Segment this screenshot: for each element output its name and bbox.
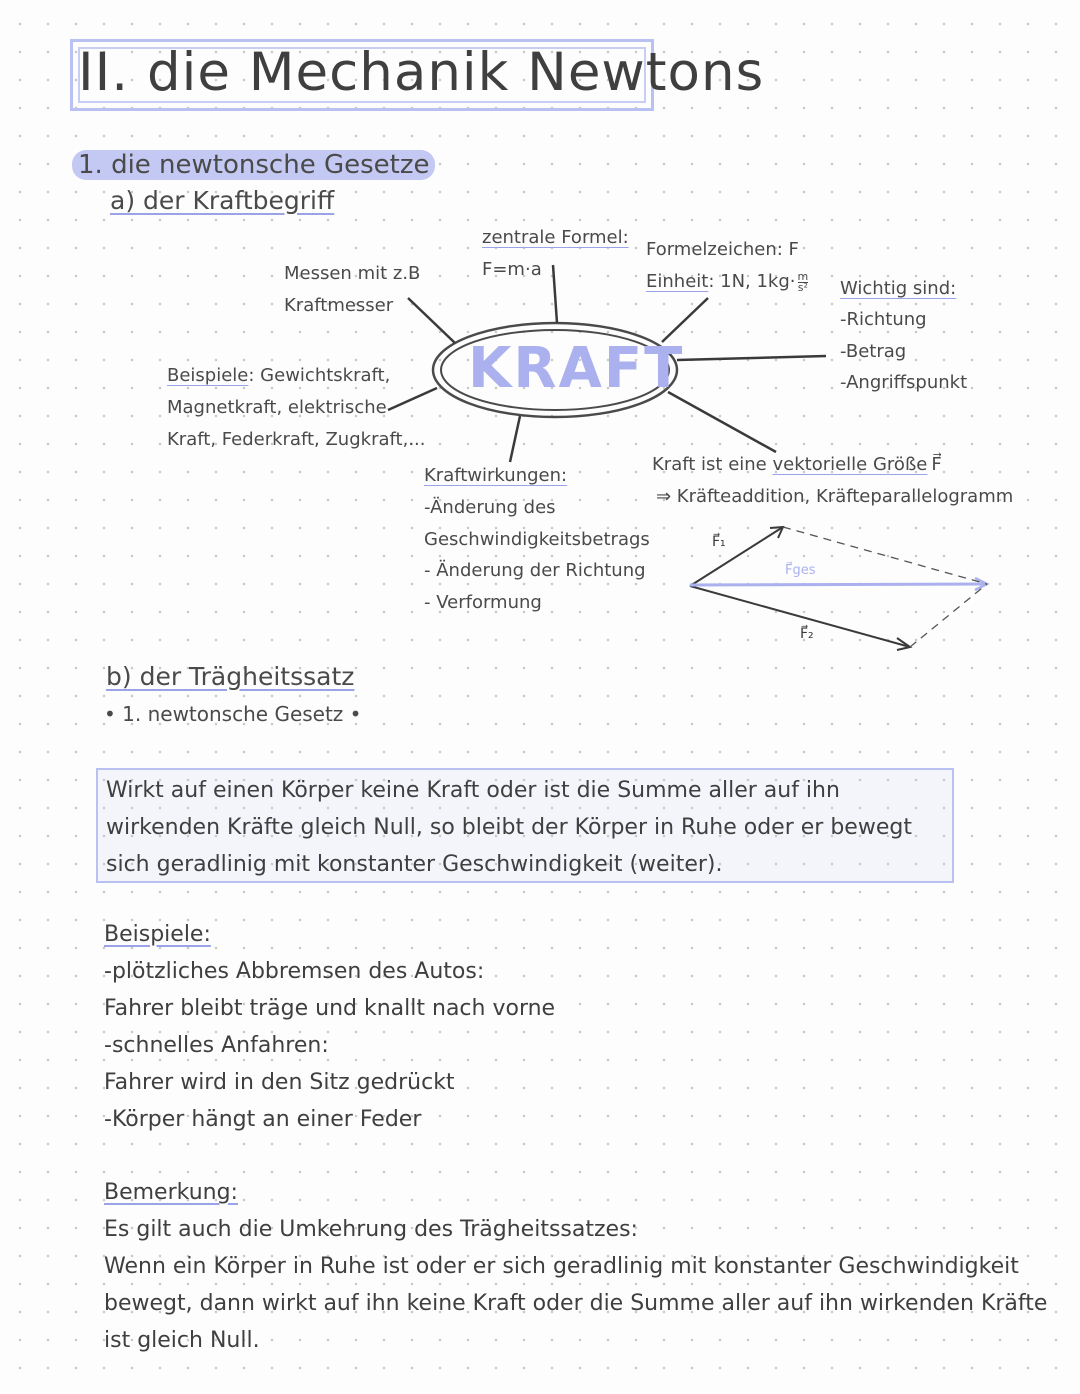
law-name: • 1. newtonsche Gesetz •: [104, 702, 362, 726]
remark-line: Es gilt auch die Umkehrung des Trägheitssatzes:: [104, 1217, 638, 1242]
unit-line: [646, 271, 808, 293]
example-line: -Körper hängt an einer Feder: [104, 1107, 422, 1132]
line-formula: [553, 265, 557, 323]
line-measure: [408, 298, 455, 343]
page-title: II. die Mechanik Newtons: [78, 42, 765, 103]
important-item: -Richtung: [840, 309, 927, 330]
law-text: Wirkt auf einen Körper keine Kraft oder ist die Summe aller auf ihn wirkenden Kräfte gleich Null, so bleibt der Körper in Ruhe oder er bewegt sich geradlinig mit konstanter Geschwindigkeit (weiter).: [106, 778, 912, 877]
important-label: Wichtig sind:: [840, 278, 957, 299]
law-box: [96, 768, 954, 883]
effects-line: Geschwindigkeitsbetrags: [424, 529, 650, 550]
line-important: [677, 356, 826, 360]
formula: F=m·a: [482, 259, 542, 280]
f1-label: F⃗₁: [712, 534, 726, 550]
fges-label: F⃗ges: [785, 563, 816, 578]
important-item: -Angriffspunkt: [840, 372, 968, 393]
line-vector: [668, 392, 776, 452]
example-line: -plötzliches Abbremsen des Autos:: [104, 959, 485, 984]
effects-line: - Änderung der Richtung: [424, 560, 646, 581]
remark-line: ist gleich Null.: [104, 1328, 260, 1353]
effects-line: -Änderung des: [424, 497, 556, 518]
line-examples: [388, 388, 437, 410]
remark-line: bewegt, dann wirkt auf ihn keine Kraft oder die Summe aller auf ihn wirkenden Kräfte: [104, 1291, 1048, 1316]
unit-text: : 1N, 1kg·: [708, 271, 796, 292]
examples-heading: Beispiele:: [104, 922, 211, 947]
vector-consequence: ⇒ Kräfteaddition, Kräfteparallelogramm: [656, 486, 1014, 507]
subsection-a-heading: a) der Kraftbegriff: [110, 186, 335, 215]
section-heading: 1. die newtonsche Gesetze: [72, 150, 435, 180]
vector-line: Kraft ist eine vektorielle Größe F⃗: [652, 454, 942, 475]
effects-label: Kraftwirkungen:: [424, 465, 568, 486]
effects-line: - Verformung: [424, 592, 542, 613]
symbol-label: Formelzeichen: F: [646, 239, 799, 260]
dashed-right: [910, 584, 987, 647]
unit-fraction: $\frac{m}{\text{s²}}$: [797, 269, 809, 294]
subsection-b-heading: b) der Trägheitssatz: [106, 662, 355, 691]
formula-label: zentrale Formel:: [482, 227, 629, 248]
example-line: Fahrer bleibt träge und knallt nach vorne: [104, 996, 556, 1021]
examples-line-3: Kraft, Federkraft, Zugkraft,...: [167, 429, 426, 450]
examples-line-1: Beispiele: Gewichtskraft,: [167, 365, 391, 386]
example-line: Fahrer wird in den Sitz gedrückt: [104, 1070, 455, 1095]
line-effects: [510, 416, 520, 462]
remark-heading: Bemerkung:: [104, 1180, 238, 1205]
unit-label: Einheit: [646, 271, 709, 292]
remark-line: Wenn ein Körper in Ruhe ist oder er sich geradlinig mit konstanter Geschwindigkeit: [104, 1254, 1019, 1279]
f2-label: F⃗₂: [800, 626, 814, 642]
important-item: -Betrag: [840, 341, 907, 362]
f1-arrow: [690, 527, 783, 586]
measure-line-2: Kraftmesser: [284, 295, 394, 316]
fges-arrow: [690, 584, 987, 585]
measure-line-1: Messen mit z.B: [284, 263, 421, 284]
example-line: -schnelles Anfahren:: [104, 1033, 329, 1058]
kraft-center-label: KRAFT: [468, 336, 685, 401]
examples-line-2: Magnetkraft, elektrische: [167, 397, 387, 418]
